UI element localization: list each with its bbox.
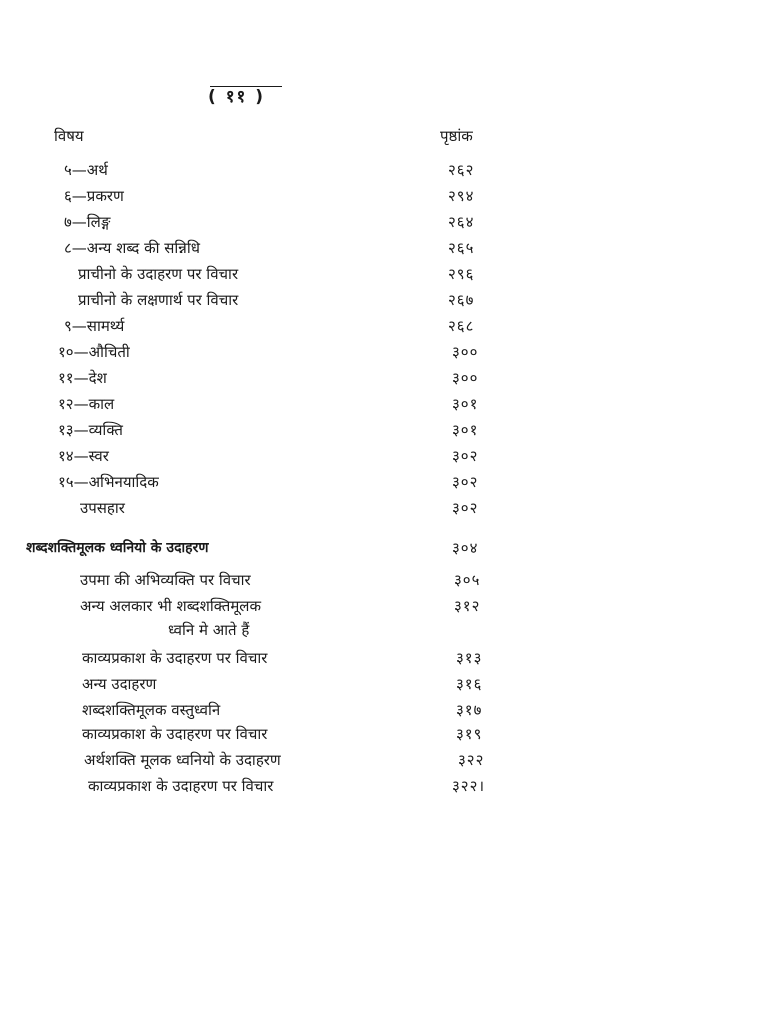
toc-entry-page: ३०२ <box>452 473 479 491</box>
toc-entry <box>0 314 768 338</box>
toc-entry-page: २६७ <box>448 291 475 309</box>
toc-entry-title: शब्दशक्तिमूलक ध्वनियो के उदाहरण <box>26 540 209 556</box>
toc-entry <box>0 418 768 442</box>
toc-entry-title: प्राचीनो के लक्षणार्थ पर विचार <box>78 291 239 309</box>
toc-entry-page: ३०४ <box>452 539 479 557</box>
toc-entry-title: अर्थशक्ति मूलक ध्वनियो के उदाहरण <box>84 751 281 769</box>
toc-entry-title: उपसहार <box>80 499 125 517</box>
toc-entry-title: १३—व्यक्ति <box>58 421 123 439</box>
toc-entry <box>0 366 768 390</box>
toc-entry-title: ९—सामर्थ्य <box>64 317 125 335</box>
toc-entry <box>0 568 768 592</box>
toc-entry-page: ३२२ <box>458 751 485 769</box>
toc-entry-page: ३१२ <box>454 597 481 615</box>
toc-entry-title: ध्वनि मे आते हैं <box>168 621 250 639</box>
toc-entry-page: २९४ <box>448 187 475 205</box>
toc-entry-title: १४—स्वर <box>58 447 109 465</box>
toc-entry-continuation <box>0 618 768 642</box>
toc-entry <box>0 340 768 364</box>
toc-section-heading <box>0 536 768 560</box>
toc-entry <box>0 748 768 772</box>
toc-entry-page: २६२ <box>448 161 475 179</box>
toc-entry <box>0 646 768 670</box>
toc-entry <box>0 158 768 182</box>
toc-entry-page: २६५ <box>448 239 475 257</box>
toc-entry-page: २६८ <box>448 317 475 335</box>
toc-entry <box>0 470 768 494</box>
toc-entry-title: १०—औचिती <box>58 343 130 361</box>
toc-entry-page: ३०० <box>452 369 479 387</box>
toc-entry <box>0 444 768 468</box>
toc-entry <box>0 392 768 416</box>
toc-entry-title: काव्यप्रकाश के उदाहरण पर विचार <box>82 649 268 667</box>
toc-entry <box>0 496 768 520</box>
toc-entry-page: ३०२ <box>452 447 479 465</box>
toc-entry-page: ३०५ <box>454 571 481 589</box>
toc-entry <box>0 774 768 798</box>
toc-entry-page: ३१७ <box>456 701 483 719</box>
toc-entry <box>0 184 768 208</box>
toc-entry-page: ३१३ <box>456 649 483 667</box>
page-column-header: पृष्ठांक <box>440 127 473 145</box>
toc-entry-title: काव्यप्रकाश के उदाहरण पर विचार <box>88 777 274 795</box>
toc-entry-page: ३०१ <box>452 421 479 439</box>
toc-entry-page: ३२२। <box>452 777 486 795</box>
toc-entry-title: उपमा की अभिव्यक्ति पर विचार <box>80 571 251 589</box>
toc-entry <box>0 594 768 618</box>
toc-entry-page: ३१९ <box>456 725 483 743</box>
toc-entry-title: शब्दशक्तिमूलक वस्तुध्वनि <box>82 701 221 719</box>
toc-entry-title: काव्यप्रकाश के उदाहरण पर विचार <box>82 725 268 743</box>
toc-entry-page: २९६ <box>448 265 475 283</box>
toc-entry-page: २६४ <box>448 213 475 231</box>
toc-entry <box>0 262 768 286</box>
toc-entry-title: प्राचीनो के उदाहरण पर विचार <box>78 265 239 283</box>
toc-entry-page: ३०० <box>452 343 479 361</box>
toc-entry-title: अन्य उदाहरण <box>82 675 157 693</box>
toc-entry <box>0 698 768 722</box>
toc-entry-title: ७—लिङ्ग <box>64 213 111 231</box>
toc-entry-title: ८—अन्य शब्द की सन्निधि <box>64 239 200 257</box>
toc-entry-page: ३०१ <box>452 395 479 413</box>
page-number: ( ११ ) <box>208 87 266 107</box>
toc-entry-page: ३१६ <box>456 675 483 693</box>
toc-entry-title: अन्य अलकार भी शब्दशक्तिमूलक <box>80 597 261 615</box>
subject-column-header: विषय <box>54 127 84 145</box>
toc-entry-title: ५—अर्थ <box>64 161 108 179</box>
toc-entry <box>0 722 768 746</box>
toc-entry-page: ३०२ <box>452 499 479 517</box>
toc-entry-title: ६—प्रकरण <box>64 187 124 205</box>
toc-entry-title: १२—काल <box>58 395 115 413</box>
toc-entry-title: ११—देश <box>58 369 107 387</box>
toc-entry <box>0 288 768 312</box>
toc-entry <box>0 210 768 234</box>
toc-entry-title: १५—अभिनयादिक <box>58 473 159 491</box>
toc-entry <box>0 672 768 696</box>
toc-entry <box>0 236 768 260</box>
